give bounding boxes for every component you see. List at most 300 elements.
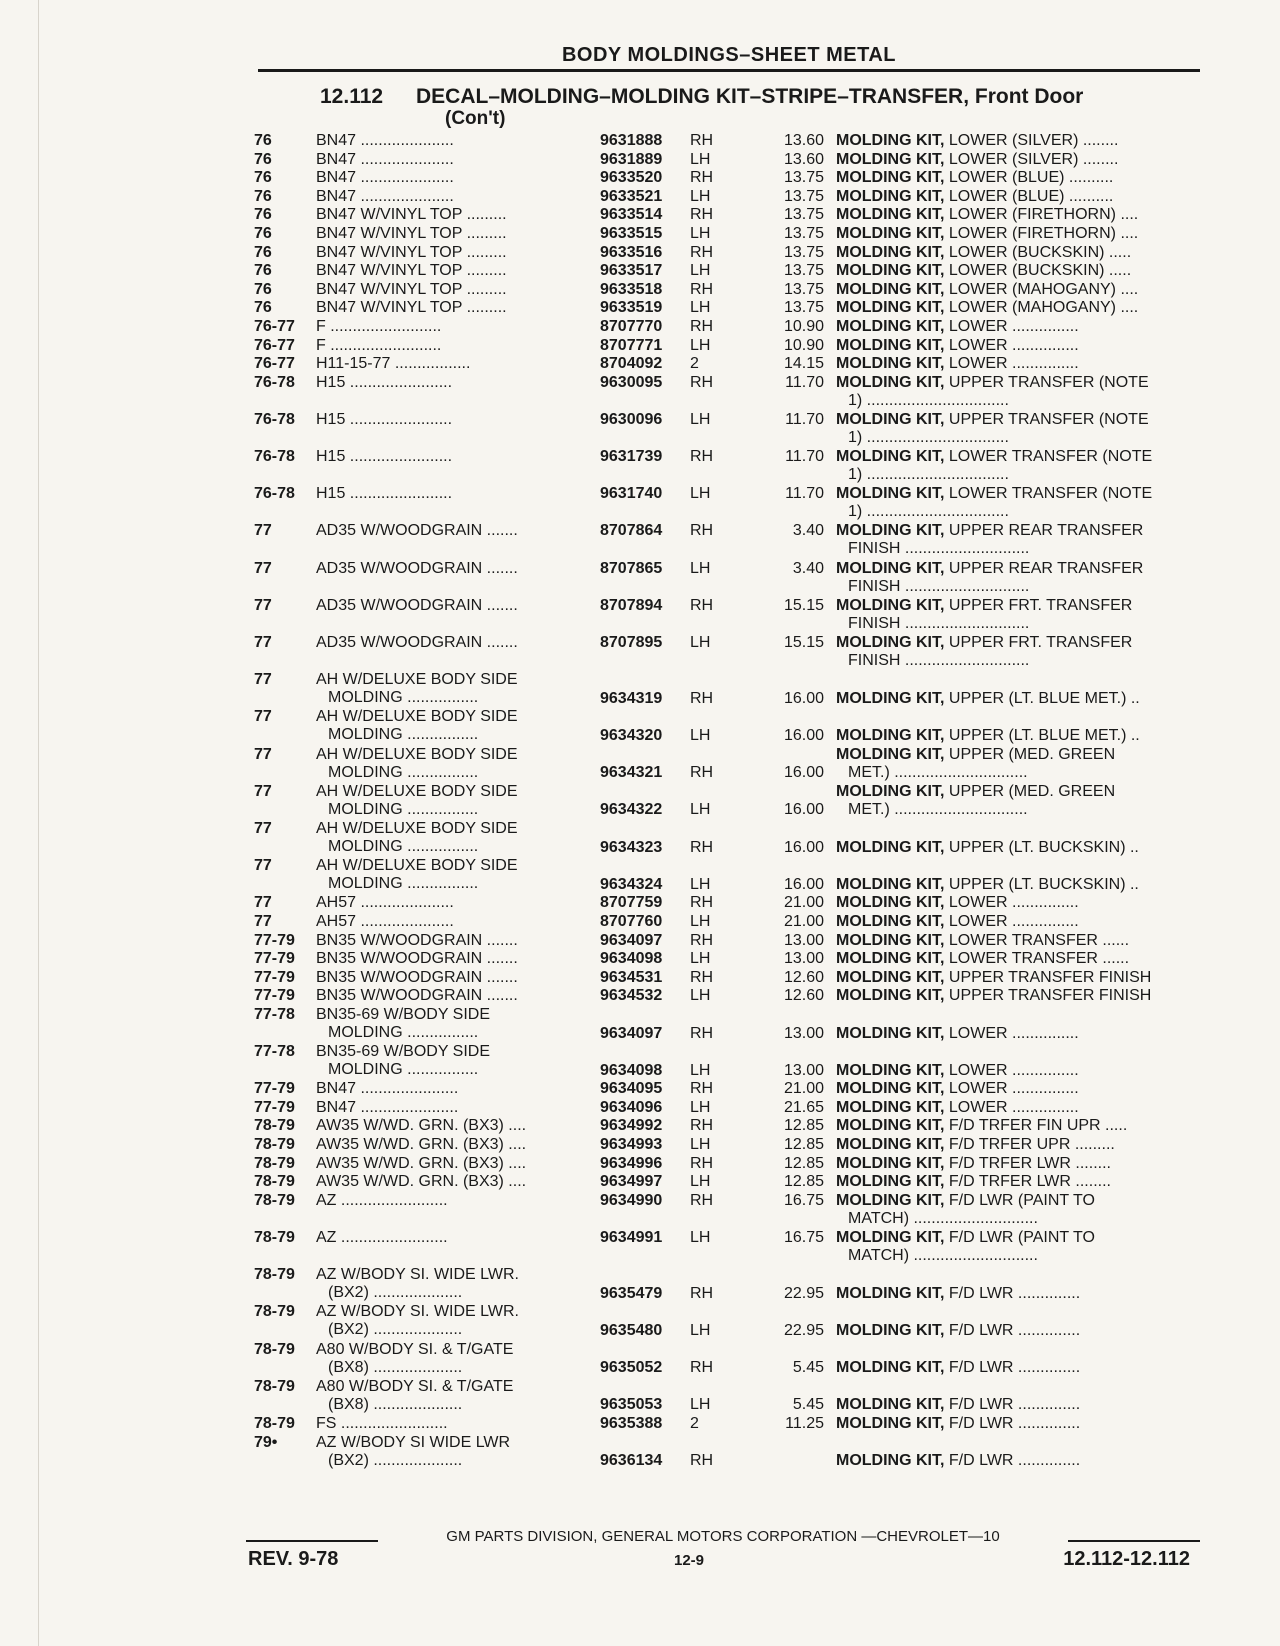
side-qty: LH — [690, 1229, 711, 1247]
model-line-2: MOLDING ................ — [328, 689, 479, 707]
description-detail: LOWER ............... — [948, 355, 1079, 373]
part-description — [836, 1136, 1200, 1154]
part-description — [836, 1155, 1200, 1173]
description-name: MOLDING KIT, — [836, 1452, 945, 1470]
price: 13.75 — [783, 187, 824, 205]
model-year: 78-79 — [254, 1191, 295, 1209]
model-line-1: AD35 W/WOODGRAIN ....... — [316, 522, 518, 540]
part-description — [836, 132, 1200, 150]
revision-label: REV. 9-78 — [248, 1548, 339, 1570]
part-number: 9633519 — [600, 299, 663, 317]
side-qty: 2 — [690, 1414, 699, 1432]
model-year: 77 — [254, 522, 272, 540]
description-detail: F/D TRFER UPR ......... — [948, 1136, 1115, 1154]
model-description — [316, 857, 584, 893]
model-line-1: BN35-69 W/BODY SIDE — [316, 1005, 490, 1023]
model-description — [316, 560, 584, 578]
model-description — [316, 337, 584, 355]
table-row — [254, 1080, 1200, 1099]
part-number: 9633518 — [600, 280, 663, 298]
part-number: 9633514 — [600, 206, 663, 224]
description-detail: LOWER (BLUE) .......... — [948, 187, 1114, 205]
table-row — [254, 950, 1200, 969]
part-description — [836, 1359, 1200, 1377]
model-line-2: MOLDING ................ — [328, 1061, 479, 1079]
table-row — [254, 281, 1200, 300]
model-line-2: (BX8) .................... — [328, 1395, 463, 1413]
side-qty: RH — [690, 1024, 714, 1042]
model-line-1: BN47 W/VINYL TOP ......... — [316, 299, 507, 317]
table-row — [254, 987, 1200, 1006]
model-line-1: H11-15-77 ................. — [316, 355, 471, 373]
side-qty: LH — [690, 950, 711, 968]
price: 14.15 — [783, 355, 824, 373]
part-description — [836, 374, 1200, 410]
side-qty: LH — [690, 410, 711, 428]
part-number: 9631889 — [600, 150, 663, 168]
description-name: MOLDING KIT, — [836, 1136, 945, 1154]
part-number: 9635052 — [600, 1359, 663, 1377]
model-line-1: BN47 ...................... — [316, 1080, 459, 1098]
model-year: 76 — [254, 280, 272, 298]
table-row — [254, 132, 1200, 151]
description-name: MOLDING KIT, — [836, 1359, 945, 1377]
model-line-1: H15 ....................... — [316, 448, 453, 466]
part-number: 9634997 — [600, 1173, 663, 1191]
description-detail: UPPER (LT. BUCKSKIN) .. — [948, 838, 1139, 856]
part-number: 9635053 — [600, 1396, 663, 1414]
model-description — [316, 225, 584, 243]
model-description — [316, 1303, 584, 1339]
description-detail: F/D LWR .............. — [948, 1284, 1081, 1302]
model-year: 77 — [254, 634, 272, 652]
description-name: MOLDING KIT, — [836, 150, 945, 168]
price: 13.00 — [783, 1061, 824, 1079]
side-qty: LH — [690, 875, 711, 893]
price: 21.00 — [783, 894, 824, 912]
description-detail: UPPER FRT. TRANSFER — [948, 634, 1133, 652]
part-number: 9630096 — [600, 410, 663, 428]
part-number: 9634098 — [600, 950, 663, 968]
part-number: 9634990 — [600, 1191, 663, 1209]
table-row — [254, 913, 1200, 932]
model-line-1: AH57 ..................... — [316, 894, 454, 912]
description-detail: F/D TRFER LWR ........ — [948, 1154, 1111, 1172]
part-number: 8707864 — [600, 522, 663, 540]
part-description — [836, 448, 1200, 484]
model-year: 76-78 — [254, 448, 295, 466]
part-description — [836, 1173, 1200, 1191]
table-row — [254, 783, 1200, 820]
model-year: 78-79 — [254, 1303, 295, 1321]
model-description — [316, 932, 584, 950]
part-number: 9633517 — [600, 262, 663, 280]
model-line-1: AZ W/BODY SI. WIDE LWR. — [316, 1266, 519, 1284]
side-qty: RH — [690, 373, 714, 391]
model-line-1: BN47 ..................... — [316, 150, 454, 168]
model-year: 77-79 — [254, 950, 295, 968]
model-year: 76 — [254, 187, 272, 205]
model-year: 76 — [254, 299, 272, 317]
part-number: 8707771 — [600, 336, 663, 354]
part-description — [836, 206, 1200, 224]
model-year: 78-79 — [254, 1266, 295, 1284]
side-qty: LH — [690, 150, 711, 168]
table-row — [254, 374, 1200, 411]
price: 12.85 — [783, 1117, 824, 1135]
side-qty: LH — [690, 1136, 711, 1154]
model-line-1: AW35 W/WD. GRN. (BX3) .... — [316, 1117, 527, 1135]
description-detail: UPPER REAR TRANSFER — [948, 522, 1144, 540]
description-name: MOLDING KIT, — [836, 596, 945, 614]
description-detail: LOWER TRANSFER ...... — [948, 950, 1130, 968]
price: 11.70 — [785, 485, 824, 503]
part-number: 9634992 — [600, 1117, 663, 1135]
description-continuation: 1) ................................ — [848, 391, 1009, 409]
part-description — [836, 1025, 1200, 1043]
part-description — [836, 839, 1200, 857]
table-row — [254, 244, 1200, 263]
side-qty: RH — [690, 838, 714, 856]
side-qty: RH — [690, 132, 714, 149]
model-line-2: MOLDING ................ — [328, 800, 479, 818]
part-description — [836, 1285, 1200, 1303]
price: 11.70 — [785, 410, 824, 428]
price: 15.15 — [783, 596, 824, 614]
model-line-2: MOLDING ................ — [328, 875, 479, 893]
part-description — [836, 746, 1200, 782]
description-detail: F/D LWR (PAINT TO — [948, 1191, 1095, 1209]
model-line-1: BN47 ..................... — [316, 132, 454, 149]
model-line-2: MOLDING ................ — [328, 1023, 479, 1041]
model-description — [316, 169, 584, 187]
part-number: 9634323 — [600, 838, 663, 856]
description-name: MOLDING KIT, — [836, 317, 945, 335]
part-number: 9635388 — [600, 1414, 663, 1432]
side-qty: RH — [690, 1359, 714, 1377]
model-description — [316, 448, 584, 466]
part-description — [836, 485, 1200, 521]
description-detail: LOWER (FIRETHORN) .... — [948, 206, 1139, 224]
table-row — [254, 969, 1200, 988]
table-row — [254, 299, 1200, 318]
price: 15.15 — [783, 634, 824, 652]
description-detail: LOWER (MAHOGANY) .... — [948, 280, 1139, 298]
model-description — [316, 1341, 584, 1377]
table-row — [254, 1155, 1200, 1174]
price: 5.45 — [792, 1396, 824, 1414]
side-qty: LH — [690, 559, 711, 577]
model-year: 77 — [254, 912, 272, 930]
part-number: 8707759 — [600, 894, 663, 912]
description-detail: UPPER TRANSFER FINISH — [948, 968, 1152, 986]
model-description — [316, 206, 584, 224]
description-detail: UPPER TRANSFER (NOTE — [948, 373, 1149, 391]
description-name: MOLDING KIT, — [836, 634, 945, 652]
description-detail: LOWER (SILVER) ........ — [948, 132, 1119, 149]
model-year: 78-79 — [254, 1154, 295, 1172]
description-continuation: FINISH ............................ — [848, 614, 1030, 632]
model-year: 76 — [254, 169, 272, 187]
price: 21.00 — [783, 912, 824, 930]
model-year: 77-79 — [254, 931, 295, 949]
model-description — [316, 262, 584, 280]
table-row — [254, 634, 1200, 671]
model-description — [316, 1415, 584, 1433]
price: 3.40 — [792, 522, 824, 540]
model-year: 76 — [254, 132, 272, 149]
model-year: 77 — [254, 745, 272, 763]
part-number: 9634321 — [600, 764, 663, 782]
part-description — [836, 1099, 1200, 1117]
description-detail: LOWER TRANSFER ...... — [948, 931, 1130, 949]
page-number: 12-9 — [674, 1552, 705, 1569]
description-detail: F/D LWR .............. — [948, 1396, 1081, 1414]
model-year: 77-78 — [254, 1043, 295, 1061]
model-year: 78-79 — [254, 1117, 295, 1135]
model-year: 77-78 — [254, 1005, 295, 1023]
description-name: MOLDING KIT, — [836, 522, 945, 540]
model-line-1: H15 ....................... — [316, 410, 453, 428]
description-name: MOLDING KIT, — [836, 1080, 945, 1098]
page-header: BODY MOLDINGS–SHEET METAL — [258, 44, 1200, 72]
model-year: 77 — [254, 894, 272, 912]
side-qty: RH — [690, 764, 714, 782]
model-year: 77-79 — [254, 1098, 295, 1116]
model-description — [316, 1006, 584, 1042]
part-description — [836, 597, 1200, 633]
side-qty: RH — [690, 448, 714, 466]
model-line-1: A80 W/BODY SI. & T/GATE — [316, 1340, 514, 1358]
model-year: 76 — [254, 224, 272, 242]
model-line-1: H15 ....................... — [316, 485, 453, 503]
side-qty: RH — [690, 522, 714, 540]
description-detail: UPPER (MED. GREEN — [948, 782, 1116, 800]
model-description — [316, 708, 584, 744]
side-qty: RH — [690, 1284, 714, 1302]
price: 13.75 — [783, 243, 824, 261]
description-name: MOLDING KIT, — [836, 1154, 945, 1172]
model-description — [316, 969, 584, 987]
table-row — [254, 318, 1200, 337]
table-row — [254, 485, 1200, 522]
part-number: 9631739 — [600, 448, 663, 466]
table-row — [254, 894, 1200, 913]
model-line-1: AD35 W/WOODGRAIN ....... — [316, 634, 518, 652]
model-description — [316, 913, 584, 931]
part-number: 8707760 — [600, 912, 663, 930]
model-line-1: AH W/DELUXE BODY SIDE — [316, 819, 518, 837]
price: 16.00 — [783, 727, 824, 744]
model-description — [316, 634, 584, 652]
price: 13.75 — [783, 299, 824, 317]
table-row — [254, 1136, 1200, 1155]
price: 22.95 — [783, 1322, 824, 1339]
model-line-1: AW35 W/WD. GRN. (BX3) .... — [316, 1136, 527, 1154]
description-continuation: MET.) .............................. — [848, 763, 1028, 781]
part-number: 8707894 — [600, 596, 663, 614]
table-row — [254, 411, 1200, 448]
side-qty: RH — [690, 243, 714, 261]
table-row — [254, 225, 1200, 244]
description-name: MOLDING KIT, — [836, 1024, 945, 1042]
model-line-1: AH57 ..................... — [316, 912, 454, 930]
part-description — [836, 783, 1200, 819]
part-number: 9634991 — [600, 1229, 663, 1247]
side-qty: RH — [690, 894, 714, 912]
part-description — [836, 188, 1200, 206]
side-qty: LH — [690, 1173, 711, 1191]
table-row — [254, 820, 1200, 857]
model-line-2: (BX2) .................... — [328, 1451, 463, 1469]
part-description — [836, 950, 1200, 968]
part-description — [836, 634, 1200, 670]
part-number: 9634993 — [600, 1136, 663, 1154]
side-qty: RH — [690, 1154, 714, 1172]
model-year: 78-79 — [254, 1340, 295, 1358]
description-name: MOLDING KIT, — [836, 132, 945, 149]
part-number: 8707770 — [600, 317, 663, 335]
price: 13.75 — [783, 262, 824, 280]
price: 10.90 — [783, 336, 824, 354]
description-detail: UPPER (LT. BLUE MET.) .. — [948, 689, 1140, 707]
model-line-1: BN35 W/WOODGRAIN ....... — [316, 931, 518, 949]
model-year: 76 — [254, 243, 272, 261]
description-name: MOLDING KIT, — [836, 1173, 945, 1191]
description-name: MOLDING KIT, — [836, 1191, 945, 1209]
description-name: MOLDING KIT, — [836, 1284, 945, 1302]
table-row — [254, 448, 1200, 485]
part-number: 9634532 — [600, 987, 663, 1005]
model-year: 77-79 — [254, 987, 295, 1005]
side-qty: LH — [690, 336, 711, 354]
model-line-1: AW35 W/WD. GRN. (BX3) .... — [316, 1173, 527, 1191]
part-description — [836, 1080, 1200, 1098]
description-name: MOLDING KIT, — [836, 262, 945, 280]
description-name: MOLDING KIT, — [836, 280, 945, 298]
model-year: 77-79 — [254, 968, 295, 986]
model-description — [316, 1155, 584, 1173]
part-description — [836, 969, 1200, 987]
description-name: MOLDING KIT, — [836, 243, 945, 261]
price: 16.75 — [783, 1229, 824, 1247]
table-row — [254, 1378, 1200, 1415]
model-line-1: AH W/DELUXE BODY SIDE — [316, 745, 518, 763]
model-line-1: AZ ........................ — [316, 1191, 448, 1209]
table-row — [254, 262, 1200, 281]
table-row — [254, 1192, 1200, 1229]
footer-corporation: GM PARTS DIVISION, GENERAL MOTORS CORPORATION —CHEVROLET—10 — [246, 1528, 1200, 1545]
side-qty: RH — [690, 169, 714, 187]
model-line-1: BN47 W/VINYL TOP ......... — [316, 224, 507, 242]
model-line-1: BN47 W/VINYL TOP ......... — [316, 262, 507, 280]
side-qty: LH — [690, 299, 711, 317]
part-description — [836, 281, 1200, 299]
model-description — [316, 374, 584, 392]
model-description — [316, 411, 584, 429]
model-line-1: BN47 W/VINYL TOP ......... — [316, 243, 507, 261]
description-name: MOLDING KIT, — [836, 373, 945, 391]
description-name: MOLDING KIT, — [836, 968, 945, 986]
price: 13.75 — [783, 224, 824, 242]
description-continuation: FINISH ............................ — [848, 652, 1030, 670]
price: 13.60 — [783, 150, 824, 168]
description-detail: F/D TRFER FIN UPR ..... — [948, 1117, 1128, 1135]
price: 22.95 — [783, 1284, 824, 1302]
part-number: 9631888 — [600, 132, 663, 149]
side-qty: LH — [690, 1396, 711, 1414]
description-name: MOLDING KIT, — [836, 410, 945, 428]
side-qty: RH — [690, 1080, 714, 1098]
model-line-1: BN35 W/WOODGRAIN ....... — [316, 987, 518, 1005]
description-detail: F/D LWR .............. — [948, 1322, 1081, 1339]
side-qty: RH — [690, 596, 714, 614]
model-line-2: (BX2) .................... — [328, 1284, 463, 1302]
model-year: 77 — [254, 782, 272, 800]
model-description — [316, 522, 584, 540]
description-continuation: MATCH) ............................ — [848, 1247, 1038, 1265]
model-description — [316, 1136, 584, 1154]
part-description — [836, 894, 1200, 912]
model-description — [316, 746, 584, 782]
description-detail: UPPER REAR TRANSFER — [948, 559, 1144, 577]
model-year: 78-79 — [254, 1173, 295, 1191]
model-year: 77 — [254, 708, 272, 726]
model-description — [316, 597, 584, 615]
side-qty: RH — [690, 1117, 714, 1135]
price: 16.00 — [783, 875, 824, 893]
price: 13.60 — [783, 132, 824, 149]
table-row — [254, 671, 1200, 708]
side-qty: RH — [690, 1452, 714, 1470]
model-line-1: AZ W/BODY SI WIDE LWR — [316, 1433, 511, 1451]
section-continued: (Con't) — [445, 108, 506, 129]
part-description — [836, 151, 1200, 169]
table-row — [254, 708, 1200, 745]
description-name: MOLDING KIT, — [836, 206, 945, 224]
price: 16.00 — [783, 838, 824, 856]
model-line-1: FS ........................ — [316, 1414, 448, 1432]
model-line-1: BN47 ..................... — [316, 169, 454, 187]
table-row — [254, 337, 1200, 356]
model-description — [316, 1192, 584, 1210]
side-qty: RH — [690, 1191, 714, 1209]
price: 12.85 — [783, 1136, 824, 1154]
model-description — [316, 894, 584, 912]
model-description — [316, 1117, 584, 1135]
description-detail: F/D LWR .............. — [948, 1452, 1081, 1470]
part-description — [836, 1415, 1200, 1433]
part-number: 9634098 — [600, 1061, 663, 1079]
description-name: MOLDING KIT, — [836, 727, 945, 744]
description-detail: LOWER ............... — [948, 1061, 1079, 1079]
model-line-1: BN47 ...................... — [316, 1098, 459, 1116]
price: 16.00 — [783, 801, 824, 819]
description-detail: LOWER TRANSFER (NOTE — [948, 448, 1153, 466]
side-qty: 2 — [690, 355, 699, 373]
description-name: MOLDING KIT, — [836, 950, 945, 968]
description-name: MOLDING KIT, — [836, 689, 945, 707]
model-year: 78-79 — [254, 1136, 295, 1154]
part-description — [836, 560, 1200, 596]
description-name: MOLDING KIT, — [836, 1414, 945, 1432]
side-qty: RH — [690, 280, 714, 298]
part-description — [836, 932, 1200, 950]
section-heading: DECAL–MOLDING–MOLDING KIT–STRIPE–TRANSFER, Front Door — [416, 85, 1084, 108]
description-detail: F/D LWR .............. — [948, 1359, 1081, 1377]
side-qty: LH — [690, 801, 711, 819]
description-detail: LOWER (BLUE) .......... — [948, 169, 1114, 187]
